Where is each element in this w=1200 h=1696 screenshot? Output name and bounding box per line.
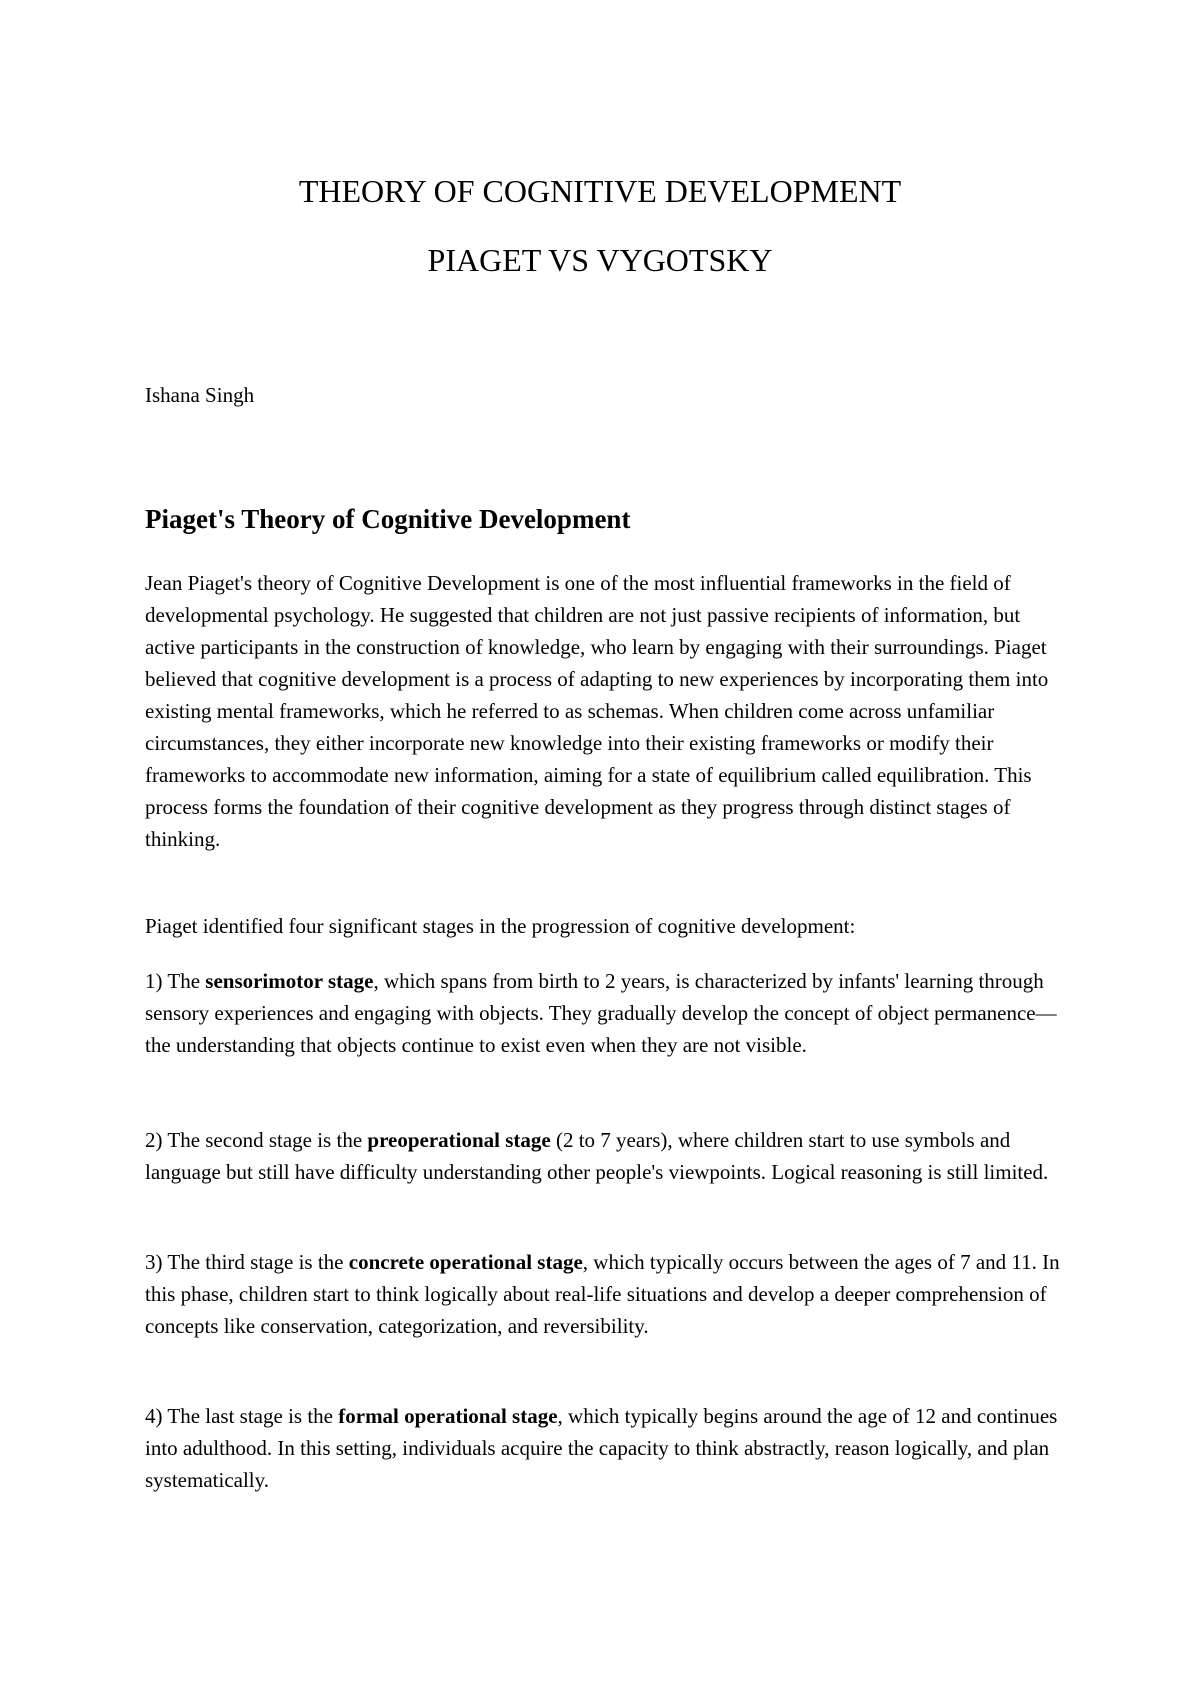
stage-term: preoperational stage [367,1128,551,1152]
stage-paragraph [145,1400,1065,1496]
stage-prefix: 1) The [145,969,206,993]
stage-term: sensorimotor stage [205,969,374,993]
document-title: THEORY OF COGNITIVE DEVELOPMENT [298,173,902,209]
stage-paragraph [145,965,1065,1061]
document-subtitle: PIAGET VS VYGOTSKY [427,242,773,278]
section-heading: Piaget's Theory of Cognitive Development [145,504,631,534]
stage-term: concrete operational stage [348,1250,583,1274]
stage-description: , which typically occurs between the ages of 7 and 11. In this phase, children start to think logically about real-life situations and develop a deeper comprehension of concepts like conservation, categorization, and reversibility. [145,1250,1060,1338]
stage-prefix: 3) The third stage is the [145,1250,349,1274]
stages-lead-paragraph: Piaget identified four significant stages in the progression of cognitive development: [145,914,856,938]
stage-prefix: 4) The last stage is the [145,1404,339,1428]
stage-term: formal operational stage [338,1404,558,1428]
stage-description: , which typically begins around the age of 12 and continues into adulthood. In this setting, individuals acquire the capacity to think abstractly, reason logically, and plan systematically. [145,1404,1058,1492]
stage-description: (2 to 7 years), where children start to use symbols and language but still have difficulty understanding other people's viewpoints. Logical reasoning is still limited. [145,1128,1049,1184]
intro-paragraph: Jean Piaget's theory of Cognitive Development is one of the most influential frameworks in the field of developmental psychology. He suggested that children are not just passive recipients of information, but active participants in the construction of knowledge, who learn by engaging with their surroundings. Piaget believed that cognitive development is a process of adapting to new experiences by incorporating them into existing mental frameworks, which he referred to as schemas. When children come across unfamiliar circumstances, they either incorporate new knowledge into their existing frameworks or modify their frameworks to accommodate new information, aiming for a state of equilibrium called equilibration. This process forms the foundation of their cognitive development as they progress through distinct stages of thinking. [145,571,1049,851]
stage-description: , which spans from birth to 2 years, is characterized by infants' learning through sensory experiences and engaging with objects. They gradually develop the concept of object permanence—the understanding that objects continue to exist even when they are not visible. [145,969,1057,1057]
stage-prefix: 2) The second stage is the [145,1128,368,1152]
stage-paragraph [145,1124,1065,1188]
author-name: Ishana Singh [145,383,255,407]
stage-paragraph [145,1246,1065,1342]
